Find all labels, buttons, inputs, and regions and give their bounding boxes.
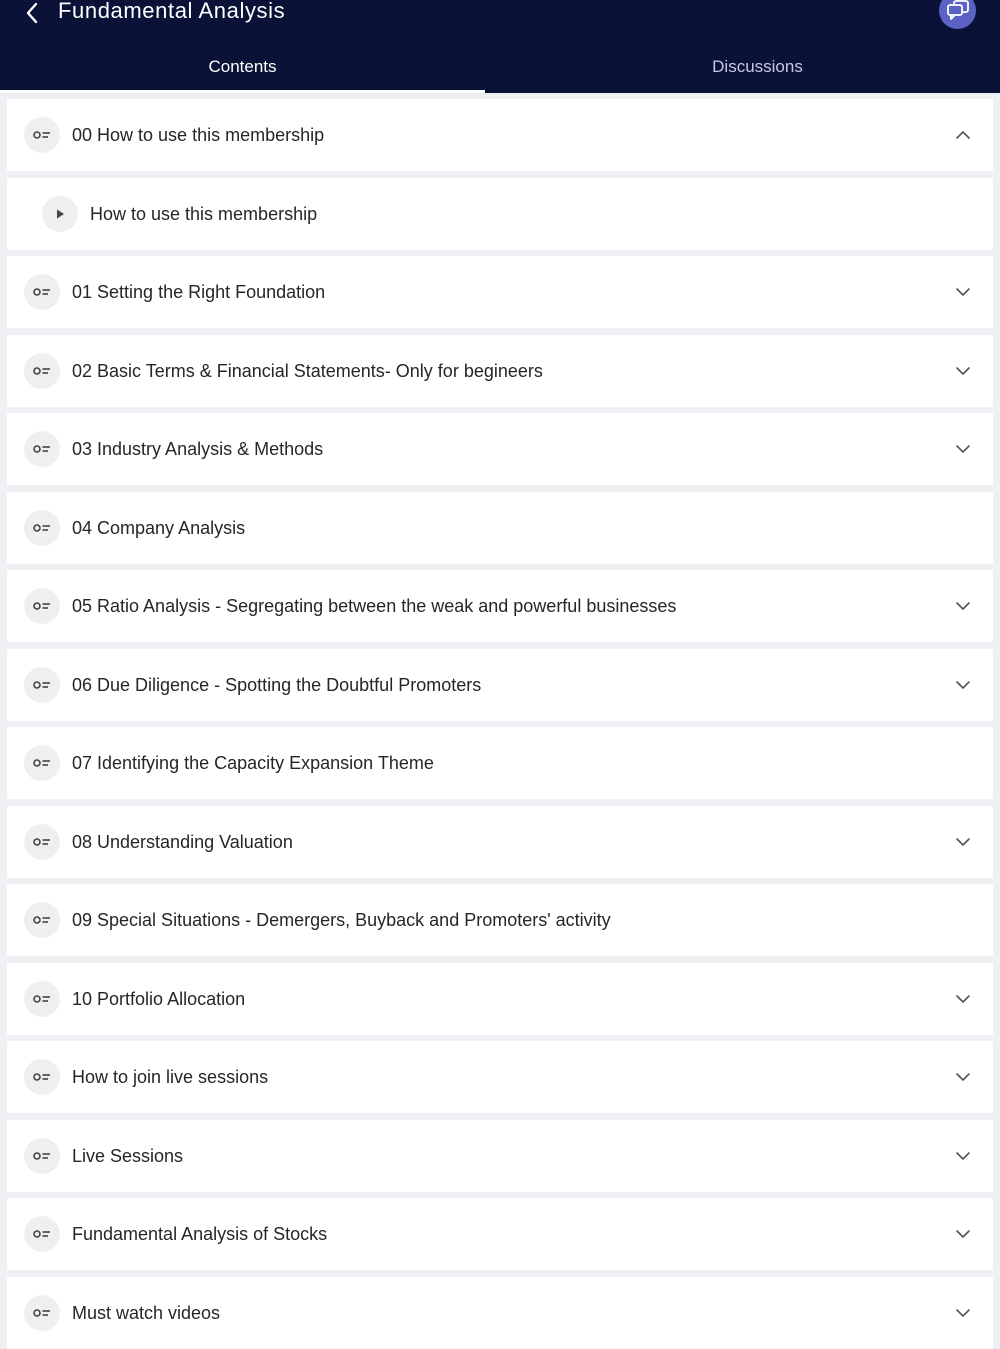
list-icon [24, 117, 60, 153]
section-label: 01 Setting the Right Foundation [72, 282, 326, 302]
chevron-left-icon [24, 2, 40, 24]
section-label: 08 Understanding Valuation [72, 831, 293, 852]
play-icon [42, 196, 78, 232]
section-label: Fundamental Analysis of Stocks [72, 1224, 328, 1244]
chevron-down-icon[interactable] [953, 1303, 973, 1323]
active-tab-indicator [0, 90, 485, 93]
section-item[interactable] [7, 649, 993, 721]
chevron-down-icon[interactable] [953, 1224, 973, 1244]
section-item[interactable] [7, 1120, 993, 1192]
list-icon [24, 1216, 60, 1252]
section-item[interactable] [7, 1198, 993, 1270]
app-header [0, 0, 1000, 93]
section-label: 07 Identifying the Capacity Expansion Theme [72, 753, 434, 773]
section-label: Live Sessions [72, 1145, 184, 1166]
section-label: 09 Special Situations - Demergers, Buyback and Promoters' activity [72, 910, 611, 930]
section-item[interactable] [7, 884, 993, 956]
section-label: Must watch videos [72, 1302, 221, 1323]
tab-contents[interactable] [0, 50, 485, 93]
section-item[interactable] [7, 963, 993, 1035]
tab-discussions[interactable] [515, 50, 1000, 93]
list-icon [24, 510, 60, 546]
lesson-item[interactable] [7, 178, 993, 250]
chevron-down-icon[interactable] [953, 989, 973, 1009]
tab-discussions-label: Discussions [712, 57, 803, 76]
page-title: Fundamental Analysis [58, 0, 286, 23]
section-item[interactable] [7, 335, 993, 407]
chevron-down-icon[interactable] [953, 1067, 973, 1087]
chat-bubbles-icon [946, 0, 970, 22]
list-icon [24, 431, 60, 467]
chevron-down-icon[interactable] [953, 832, 973, 852]
list-icon [24, 1138, 60, 1174]
chat-button[interactable] [939, 0, 976, 29]
section-item[interactable] [7, 806, 993, 878]
section-item[interactable] [7, 1277, 993, 1349]
chevron-up-icon[interactable] [953, 125, 973, 145]
section-item[interactable] [7, 492, 993, 564]
list-icon [24, 902, 60, 938]
section-label: How to join live sessions [72, 1067, 269, 1087]
list-icon [24, 824, 60, 860]
section-label: 06 Due Diligence - Spotting the Doubtful Promoters [72, 674, 482, 695]
section-label: 02 Basic Terms & Financial Statements- Only for begineers [72, 360, 543, 381]
back-button[interactable] [18, 0, 46, 26]
list-icon [24, 353, 60, 389]
section-item[interactable] [7, 256, 993, 328]
section-item[interactable] [7, 413, 993, 485]
section-label: 10 Portfolio Allocation [72, 988, 246, 1009]
chevron-down-icon[interactable] [953, 361, 973, 381]
section-item[interactable] [7, 1041, 993, 1113]
list-icon [24, 745, 60, 781]
section-label: 00 How to use this membership [72, 125, 325, 145]
tab-contents-label: Contents [208, 57, 277, 76]
chevron-down-icon[interactable] [953, 596, 973, 616]
section-item[interactable] [7, 727, 993, 799]
list-icon [24, 274, 60, 310]
section-label: 03 Industry Analysis & Methods [72, 439, 324, 459]
chevron-down-icon[interactable] [953, 675, 973, 695]
section-label: How to use this membership [90, 203, 318, 224]
list-icon [24, 981, 60, 1017]
section-item[interactable] [7, 570, 993, 642]
chevron-down-icon[interactable] [953, 1146, 973, 1166]
list-icon [24, 667, 60, 703]
chevron-down-icon[interactable] [953, 282, 973, 302]
list-icon [24, 588, 60, 624]
list-icon [24, 1295, 60, 1331]
section-item[interactable] [7, 99, 993, 171]
chevron-down-icon[interactable] [953, 439, 973, 459]
list-icon [24, 1059, 60, 1095]
section-label: 04 Company Analysis [72, 517, 246, 538]
section-label: 05 Ratio Analysis - Segregating between the weak and powerful businesses [72, 596, 677, 616]
